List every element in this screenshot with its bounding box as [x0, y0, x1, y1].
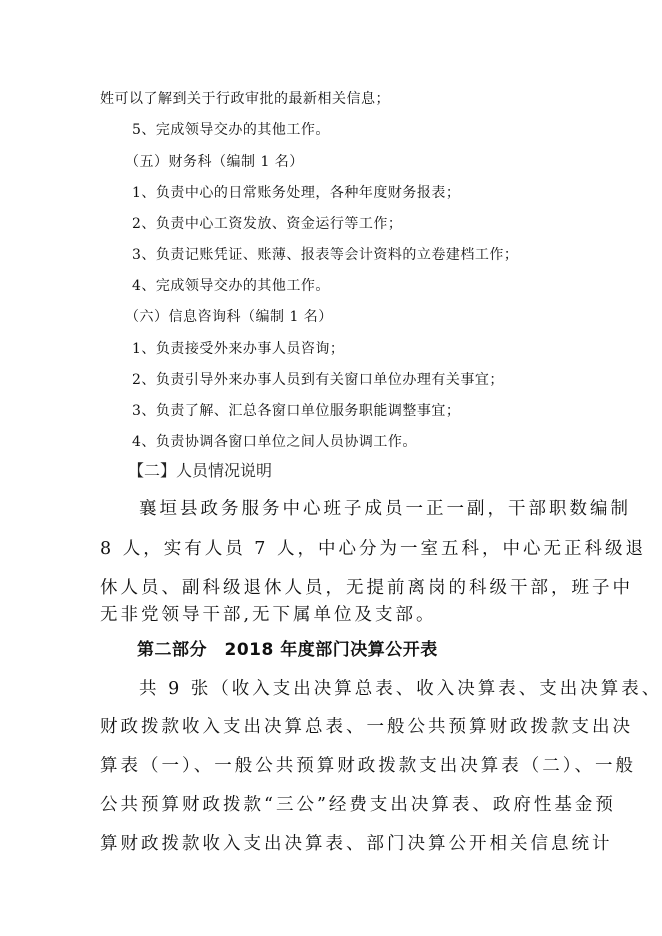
list-item: 4、负责协调各窗口单位之间人员协调工作。: [132, 434, 417, 450]
paragraph-line: 公共预算财政拨款“三公”经费支出决算表、政府性基金预: [100, 795, 616, 815]
paragraph-line: 无非党领导干部,无下属单位及支部。: [100, 605, 437, 625]
paragraph-line: 财政拨款收入支出决算总表、一般公共预算财政拨款支出决: [100, 717, 633, 737]
paragraph-line: 8 人，实有人员 7 人，中心分为一室五科，中心无正科级退: [100, 539, 646, 559]
section-title: 【二】人员情况说明: [128, 461, 273, 480]
list-item: 2、负责引导外来办事人员到有关窗口单位办理有关事宜；: [132, 372, 504, 388]
part-heading: 第二部分 2018 年度部门决算公开表: [137, 640, 438, 660]
list-item: 3、负责记账凭证、账薄、报表等会计资料的立卷建档工作；: [132, 247, 519, 263]
list-item: 2、负责中心工资发放、资金运行等工作；: [132, 216, 403, 232]
list-item: 1、负责接受外来办事人员咨询；: [132, 341, 345, 357]
list-item: 3、负责了解、汇总各窗口单位服务职能调整事宜；: [132, 403, 461, 419]
section-heading: （六）信息咨询科（编制 1 名）: [125, 309, 333, 325]
list-item: 4、完成领导交办的其他工作。: [132, 278, 330, 294]
list-item: 5、完成领导交办的其他工作。: [132, 122, 330, 138]
paragraph-line: 休人员、副科级退休人员，无提前离岗的科级干部，班子中: [100, 578, 633, 598]
text-line: 姓可以了解到关于行政审批的最新相关信息；: [100, 91, 390, 107]
list-item: 1、负责中心的日常账务处理，各种年度财务报表；: [132, 185, 461, 201]
paragraph-line: 算表（一）、一般公共预算财政拨款支出决算表（二）、一般: [100, 756, 636, 776]
paragraph-line: 算财政拨款收入支出决算表、部门决算公开相关信息统计: [100, 834, 613, 854]
paragraph-line: 共 9 张（收入支出决算总表、收入决算表、支出决算表、: [139, 679, 662, 699]
section-heading: （五）财务科（编制 1 名）: [125, 154, 304, 170]
paragraph-line: 襄垣县政务服务中心班子成员一正一副，干部职数编制: [139, 499, 631, 519]
